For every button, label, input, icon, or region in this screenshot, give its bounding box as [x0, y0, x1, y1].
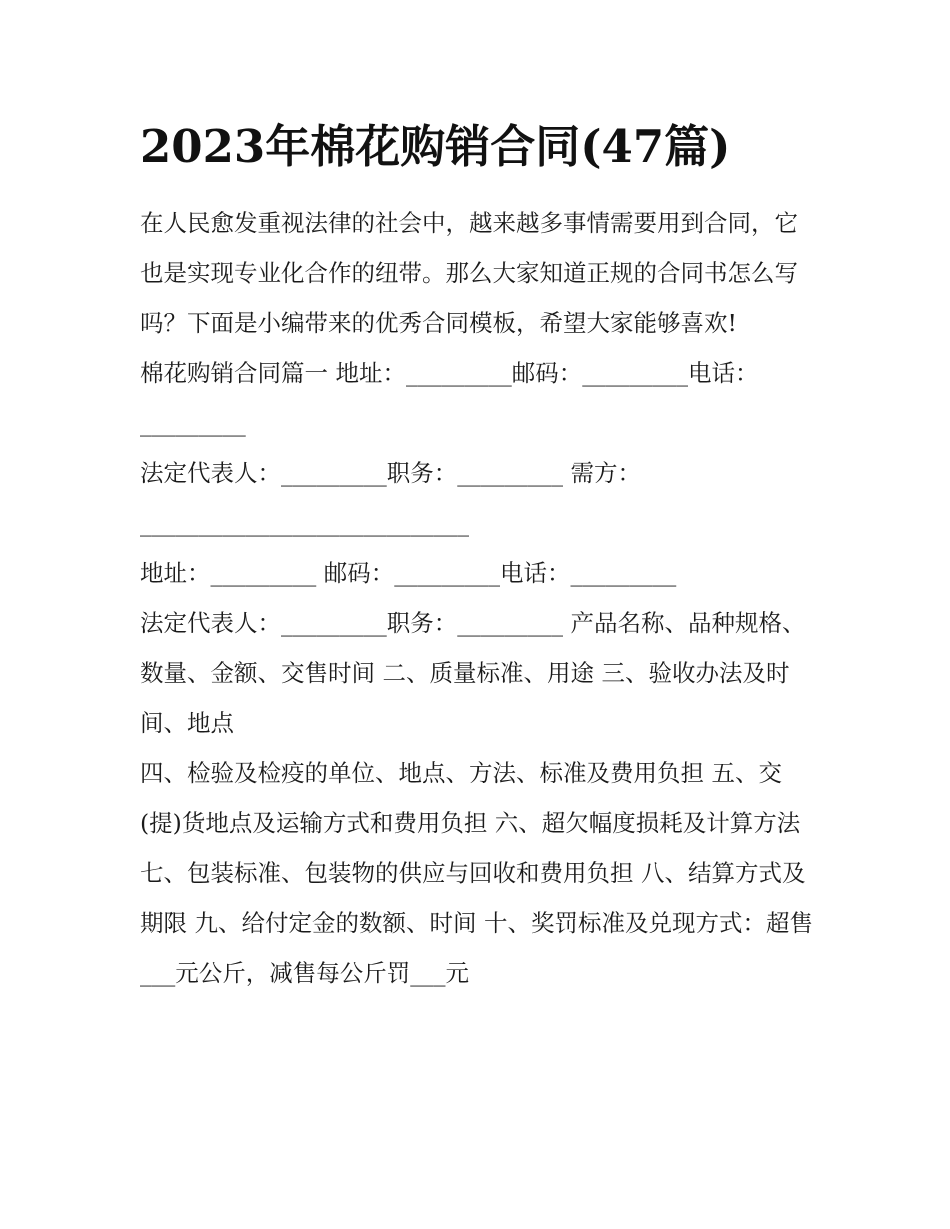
- document-title: 2023年棉花购销合同(47篇): [140, 120, 731, 173]
- buyer-address-line: 地址：_________ 邮码：_________电话：_________: [140, 559, 677, 587]
- clauses-paragraph-2: 四、检验及检疫的单位、地点、方法、标准及费用负担 五、交(提)货地点及运输方式和费用负担 六、超欠幅度损耗及计算方法: [140, 759, 801, 837]
- supplier-address-line: 棉花购销合同篇一 地址：_________邮码：_________电话：_________: [140, 359, 759, 437]
- supplier-representative-line: 法定代表人：_________职务：_________ 需方：____________________________: [140, 459, 641, 537]
- clauses-paragraph-1: 法定代表人：_________职务：_________ 产品名称、品种规格、数量、金额、交售时间 二、质量标准、用途 三、验收办法及时间、地点: [140, 609, 806, 737]
- intro-paragraph: 在人民愈发重视法律的社会中，越来越多事情需要用到合同，它也是实现专业化合作的纽带。那么大家知道正规的合同书怎么写吗？下面是小编带来的优秀合同模板，希望大家能够喜欢!: [140, 209, 798, 337]
- document-body: [140, 198, 820, 998]
- clauses-paragraph-3: 七、包装标准、包装物的供应与回收和费用负担 八、结算方式及期限 九、给付定金的数额、时间 十、奖罚标准及兑现方式：超售___元公斤，减售每公斤罚___元: [140, 859, 813, 987]
